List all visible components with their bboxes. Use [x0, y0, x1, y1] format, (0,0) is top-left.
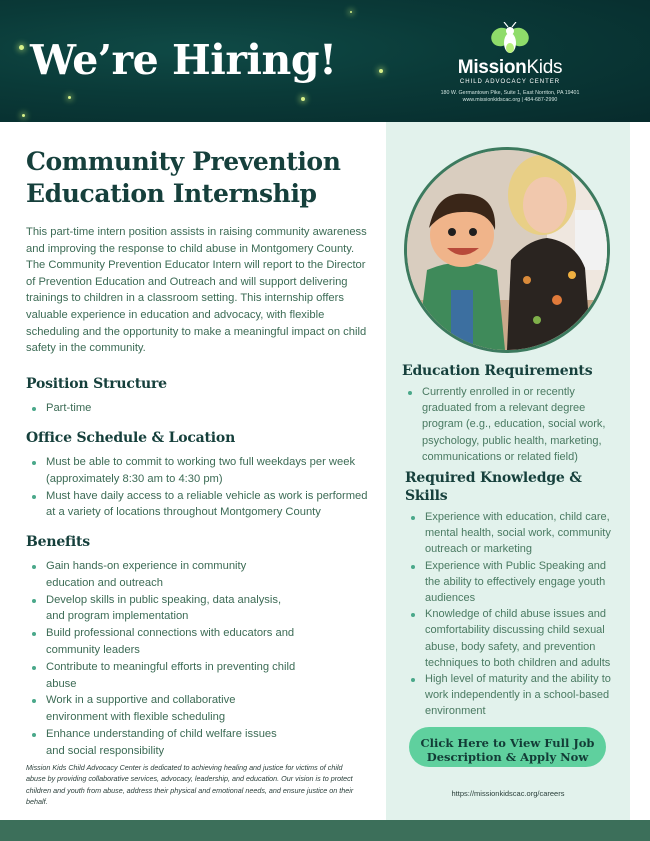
logo-wordmark: [420, 58, 600, 78]
list-item: Must have daily access to a reliable vehicle as work is performed at a variety of locations throughout Montgomery County: [26, 488, 376, 522]
list-item: Build professional connections with educators and community leaders: [26, 625, 296, 659]
title-line-2: Education Internship: [26, 179, 317, 208]
list-item: Contribute to meaningful efforts in preventing child abuse: [26, 659, 296, 693]
main-content: [26, 146, 376, 357]
page-title: [26, 146, 376, 210]
list-item: Enhance understanding of child welfare issues and social responsibility: [26, 726, 296, 760]
careers-link[interactable]: https://missionkidscac.org/careers: [451, 789, 565, 798]
list-item: Part-time: [26, 400, 376, 417]
firefly-icon: [488, 22, 532, 56]
logo-name-bold: Mission: [457, 57, 527, 78]
position-structure-section: [26, 375, 376, 417]
sparkle-dot: [379, 69, 383, 73]
missionkids-logo: [420, 22, 600, 104]
list-item: Develop skills in public speaking, data analysis, and program implementation: [26, 592, 296, 626]
section-heading: Required Knowledge & Skills: [405, 470, 582, 504]
education-requirements-section: [402, 362, 620, 465]
list-item: Work in a supportive and collaborative environment with flexible scheduling: [26, 692, 296, 726]
list-item: Experience with education, child care, mental health, social work, community outreach or marketing: [405, 509, 615, 558]
education-list: [402, 384, 620, 465]
knowledge-list: [405, 509, 615, 720]
list-item: Must be able to commit to working two full weekdays per week (approximately 8:30 am to 4:30 pm): [26, 454, 376, 488]
benefits-list: [26, 558, 296, 760]
section-heading: Education Requirements: [402, 363, 593, 379]
office-list: [26, 454, 376, 521]
intern-photo: [404, 147, 610, 353]
header-banner: [0, 0, 650, 122]
title-line-1: Community Prevention: [26, 147, 341, 176]
sparkle-dot: [22, 114, 25, 117]
list-item: Currently enrolled in or recently graduated from a relevant degree program (e.g., education, social work, psychology, public health, marketing, communications or related field): [402, 384, 620, 465]
footer-bar: [0, 820, 650, 841]
list-item: Gain hands-on experience in community education and outreach: [26, 558, 296, 592]
sparkle-dot: [19, 45, 24, 50]
section-heading: Position Structure: [26, 376, 167, 392]
logo-name-regular: Kids: [526, 57, 563, 78]
cta-line-2: Description & Apply Now: [426, 750, 589, 764]
benefits-section: [26, 533, 296, 760]
cta-line-1: Click Here to View Full Job: [420, 736, 595, 750]
logo-contact: www.missionkidscac.org | 484-687-2990: [462, 97, 558, 103]
hiring-headline: We’re Hiring!: [30, 36, 337, 84]
list-item: Knowledge of child abuse issues and comfortability discussing child sexual abuse, body safety, and prevention techniques to both children and adults: [405, 606, 615, 671]
sparkle-dot: [301, 97, 305, 101]
knowledge-skills-section: [405, 469, 615, 720]
sparkle-dot: [350, 11, 352, 13]
intro-paragraph: This part-time intern position assists in raising community awareness and improving the response to child abuse in Montgomery County. The Community Prevention Educator Intern will report to the Director of Prevention Education and Outreach and will support delivering trainings to children in a classroom setting. This internship offers valuable experience in education and advocacy, with flexible scheduling and the opportunity to make a meaningful impact on child safety in the community.: [26, 226, 367, 355]
list-item: High level of maturity and the ability to work independently in a school-based environment: [405, 671, 615, 720]
office-schedule-section: [26, 429, 376, 521]
section-heading: Office Schedule & Location: [26, 430, 236, 446]
list-item: Experience with Public Speaking and the ability to effectively engage youth audiences: [405, 558, 615, 607]
photo-illustration: [407, 150, 607, 350]
logo-address: 180 W. Germantown Pike, Suite 1, East Norriton, PA 19401: [440, 90, 580, 96]
sparkle-dot: [68, 96, 71, 99]
structure-list: [26, 400, 376, 417]
apply-now-button[interactable]: [409, 727, 606, 767]
section-heading: Benefits: [26, 534, 90, 550]
logo-subtitle: CHILD ADVOCACY CENTER: [459, 79, 561, 85]
mission-statement: Mission Kids Child Advocacy Center is dedicated to achieving healing and justice for victims of child abuse by providing collaborative services, advocacy, leadership, and education. Our vision is to protect children and youth from abuse, address their physical and emotional needs, and ensure justice on their behalf.: [26, 763, 354, 807]
